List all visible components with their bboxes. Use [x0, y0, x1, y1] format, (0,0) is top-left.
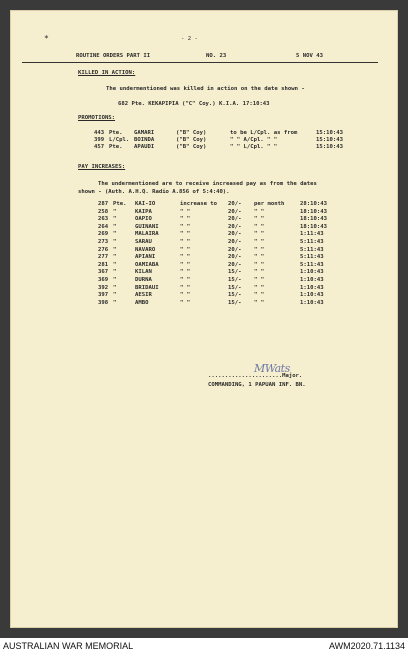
- promotion-no: 443: [94, 130, 105, 136]
- pay-name: MALAIRA: [135, 231, 159, 238]
- pay-name: KAIPA: [135, 208, 152, 215]
- pay-rank: ": [113, 223, 117, 230]
- pay-rank: ": [113, 261, 117, 268]
- pay-name: APIANI: [135, 254, 156, 261]
- pay-amount: 20/-: [228, 246, 242, 253]
- promotions-heading: PROMOTIONS:: [78, 115, 116, 121]
- pay-name: GUINANI: [135, 223, 159, 230]
- pay-increase: " ": [180, 277, 191, 283]
- pay-amount: 20/-: [228, 254, 242, 261]
- pay-date: 1:10:43: [300, 284, 324, 291]
- promotion-date: 15:10:43: [316, 144, 343, 150]
- signature-scrawl: MWats: [254, 362, 290, 375]
- pay-name: SARAU: [135, 239, 152, 245]
- promotion-name: APAUDI: [134, 144, 155, 150]
- pay-date: 5:11:43: [300, 239, 324, 245]
- pay-amount: 20/-: [228, 223, 242, 230]
- pay-no: 281: [98, 261, 109, 268]
- pay-per: " ": [254, 269, 265, 276]
- promotion-coy: ("B" Coy): [176, 130, 207, 136]
- pay-date: 5:11:43: [300, 246, 324, 253]
- pay-increase: " ": [180, 269, 191, 276]
- promotion-action: " " A/Cpl. " ": [230, 137, 278, 143]
- pay-date: 18:10:43: [300, 208, 327, 215]
- pay-increase: " ": [180, 223, 191, 230]
- pay-rank: ": [113, 239, 117, 245]
- pay-date: 1:10:43: [300, 299, 324, 306]
- pay-rank: ": [113, 208, 117, 215]
- pay-no: 398: [98, 299, 109, 306]
- pay-rank: ": [113, 292, 117, 299]
- pay-rank: ": [113, 254, 117, 261]
- pay-no: 277: [98, 254, 109, 261]
- signature-line: ......................Major.: [208, 373, 303, 379]
- promotion-name: GAMARI: [134, 130, 155, 136]
- promotion-coy: ("B" Coy): [176, 144, 207, 150]
- pay-date: 5:11:43: [300, 261, 324, 268]
- pay-date: 5:11:43: [300, 254, 324, 261]
- pay-per: " ": [254, 277, 265, 283]
- promotion-rank: L/Cpl.: [109, 137, 130, 143]
- signature-title: COMMANDING, 1 PAPUAN INF. BN.: [208, 382, 306, 388]
- pay-amount: 20/-: [228, 201, 242, 207]
- pay-increase: " ": [180, 284, 191, 291]
- pay-name: AESIR: [135, 292, 152, 299]
- kia-heading: KILLED IN ACTION:: [78, 70, 136, 76]
- pay-amount: 20/-: [228, 239, 242, 245]
- pay-date: 1:10:43: [300, 292, 324, 299]
- pay-per: " ": [254, 292, 265, 299]
- pay-date: 18:10:43: [300, 216, 327, 223]
- pay-amount: 15/-: [228, 292, 242, 299]
- pay-no: 287: [98, 201, 109, 207]
- pay-rank: ": [113, 246, 117, 253]
- promotion-no: 399: [94, 137, 105, 143]
- pay-date: 18:10:43: [300, 223, 327, 230]
- kia-entry: 682 Pte. KEKAPIPIA ("C" Coy.) K.I.A. 17:10:43: [118, 101, 270, 107]
- pay-no: 263: [98, 216, 109, 223]
- pay-per: " ": [254, 208, 265, 215]
- pay-amount: 20/-: [228, 261, 242, 268]
- promotion-date: 15:10:43: [316, 137, 343, 143]
- pay-date: 1:10:43: [300, 269, 324, 276]
- pay-increase: " ": [180, 261, 191, 268]
- pay-name: DURNA: [135, 277, 152, 283]
- pay-name: KAI-IO: [135, 201, 156, 207]
- promotion-action: to be L/Cpl. as from: [230, 130, 298, 136]
- pay-per: " ": [254, 239, 265, 245]
- pay-amount: 15/-: [228, 269, 242, 276]
- pay-amount: 15/-: [228, 277, 242, 283]
- page-number: - 2 -: [181, 36, 198, 42]
- header-number: NO. 23: [206, 53, 227, 59]
- pay-no: 276: [98, 246, 109, 253]
- promotion-action: " " L/Cpl. " ": [230, 144, 278, 150]
- document-page: [10, 10, 398, 628]
- pay-per: " ": [254, 216, 265, 223]
- pay-increase: " ": [180, 208, 191, 215]
- pay-rank: ": [113, 299, 117, 306]
- pay-per: " ": [254, 254, 265, 261]
- pay-per: " ": [254, 284, 265, 291]
- pay-increase: " ": [180, 292, 191, 299]
- pay-text-2: shown - (Auth. A.H.Q. Radio A.856 of 5:4:40).: [78, 189, 230, 195]
- promotion-coy: ("B" Coy): [176, 137, 207, 143]
- annotation-mark: *: [44, 34, 49, 43]
- pay-no: 367: [98, 269, 109, 276]
- promotion-name: BOINDA: [134, 137, 155, 143]
- footer-bar: [0, 638, 408, 653]
- pay-no: 392: [98, 284, 109, 291]
- header-date: 5 NOV 43: [296, 53, 323, 59]
- pay-date: 28:10:43: [300, 201, 327, 207]
- pay-increase: increase to: [180, 201, 218, 207]
- pay-per: per month: [254, 201, 285, 207]
- pay-no: 397: [98, 292, 109, 299]
- pay-rank: ": [113, 277, 117, 283]
- pay-increase: " ": [180, 216, 191, 223]
- pay-increase: " ": [180, 246, 191, 253]
- pay-name: KILAN: [135, 269, 152, 276]
- footer-source: AUSTRALIAN WAR MEMORIAL: [3, 641, 134, 651]
- pay-date: 1:10:43: [300, 277, 324, 283]
- header-rule: [22, 62, 378, 63]
- pay-per: " ": [254, 223, 265, 230]
- pay-per: " ": [254, 299, 265, 306]
- pay-name: OAPIO: [135, 216, 152, 223]
- pay-no: 264: [98, 223, 109, 230]
- pay-amount: 20/-: [228, 231, 242, 238]
- pay-increase: " ": [180, 239, 191, 245]
- pay-no: 369: [98, 277, 109, 283]
- pay-increase: " ": [180, 254, 191, 261]
- pay-no: 269: [98, 231, 109, 238]
- pay-amount: 20/-: [228, 216, 242, 223]
- pay-amount: 20/-: [228, 208, 242, 215]
- pay-amount: 15/-: [228, 299, 242, 306]
- pay-rank: ": [113, 269, 117, 276]
- pay-date: 1:11:43: [300, 231, 324, 238]
- pay-name: BRIDAUI: [135, 284, 159, 291]
- pay-name: AMBO: [135, 299, 149, 306]
- kia-text: The undermentioned was killed in action on the date shown -: [106, 86, 305, 92]
- promotion-rank: Pte.: [109, 144, 123, 150]
- pay-per: " ": [254, 231, 265, 238]
- pay-increase: " ": [180, 299, 191, 306]
- promotion-date: 15:10:43: [316, 130, 343, 136]
- promotion-rank: Pte.: [109, 130, 123, 136]
- pay-no: 258: [98, 208, 109, 215]
- pay-per: " ": [254, 261, 265, 268]
- pay-increase: " ": [180, 231, 191, 238]
- pay-text-1: The undermentioned are to receive increased pay as from the dates: [98, 181, 317, 187]
- pay-rank: ": [113, 284, 117, 291]
- pay-name: OAMIABA: [135, 261, 159, 268]
- pay-name: NAVARO: [135, 246, 156, 253]
- pay-rank: ": [113, 216, 117, 223]
- pay-heading: PAY INCREASES:: [78, 164, 126, 170]
- promotion-no: 457: [94, 144, 105, 150]
- pay-per: " ": [254, 246, 265, 253]
- pay-rank: Pte.: [113, 201, 127, 207]
- pay-amount: 15/-: [228, 284, 242, 291]
- pay-no: 273: [98, 239, 109, 245]
- pay-rank: ": [113, 231, 117, 238]
- footer-id: AWM2020.71.1134: [328, 641, 405, 651]
- header-title: ROUTINE ORDERS PART II: [76, 53, 151, 59]
